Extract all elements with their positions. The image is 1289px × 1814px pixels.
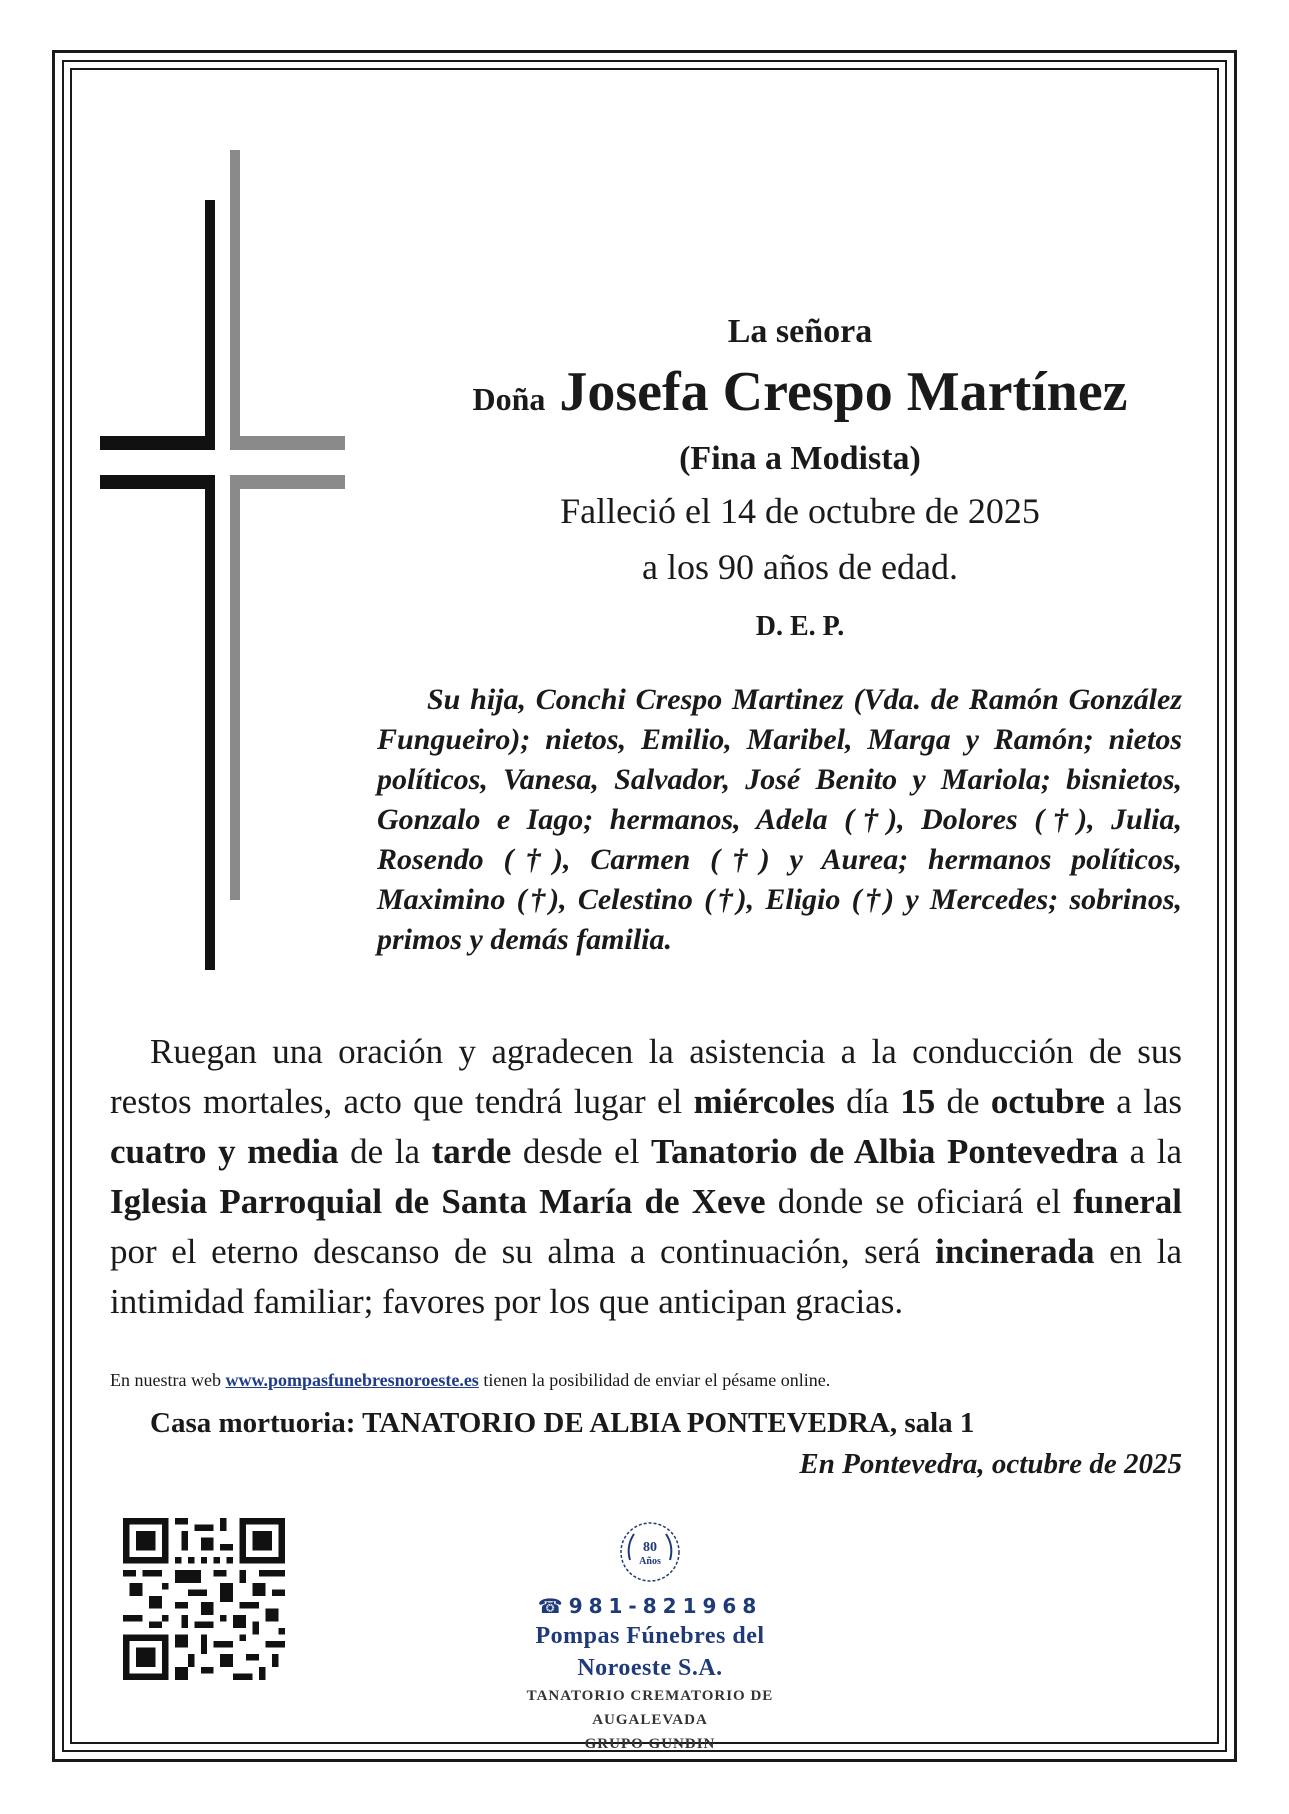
place-date: En Pontevedra, octubre de 2025 <box>799 1448 1182 1480</box>
deceased-name-line <box>400 356 1200 435</box>
phone-number: 981-821968 <box>568 1594 763 1618</box>
group-name: GRUPO GUNDIN <box>584 1736 716 1752</box>
website-link[interactable]: www.pompasfunebresnoroeste.es <box>225 1370 479 1390</box>
seal-word: Años <box>639 1556 661 1567</box>
ceremony-paragraph: Ruegan una oración y agradecen la asistencia a la conducción de sus restos mortales, acto que tendrá lugar el miércoles día 15 de octubre a las cuatro y media de la tarde desde el Tanatorio de Albia Pontevedra a la Iglesia Parroquial de Santa María de Xeve donde se oficiará el funeral por el eterno descanso de su alma a continuación, será incinerada en la intimidad familiar; favores por los que anticipan gracias. <box>110 1032 1183 1321</box>
family-paragraph: Su hija, Conchi Crespo Martinez (Vda. de Ramón González Fungueiro); nietos, Emilio, Maribel, Marga y Ramón; nietos políticos, Vanesa, Salvador, José Benito y Mariola; bisnietos, Gonzalo e Iago; hermanos, Adela (†), Dolores (†), Julia, Rosendo (†), Carmen (†) y Aurea; hermanos políticos, Maximino (†), Celestino (†), Eligio (†) y Mercedes; sobrinos, primos y demás familia. <box>377 683 1182 956</box>
obituary-header <box>400 308 1200 657</box>
title-line: La señora <box>727 313 873 350</box>
phone-line <box>500 1592 800 1620</box>
phone-icon: ☎ <box>537 1594 569 1618</box>
company-name: Pompas Fúnebres del Noroeste S.A. <box>535 1623 765 1681</box>
seal-number: 80 <box>643 1540 657 1555</box>
qr-code-icon[interactable] <box>123 1518 285 1680</box>
deceased-alias: (Fina a Modista) <box>679 440 921 477</box>
anniversary-seal-icon <box>618 1520 682 1584</box>
deceased-name: Josefa Crespo Martínez <box>559 361 1128 423</box>
death-date: Falleció el 14 de octubre de 2025 <box>560 491 1040 531</box>
age-line: a los 90 años de edad. <box>642 547 958 587</box>
tanatorio-name: TANATORIO CREMATORIO DE AUGALEVADA <box>526 1688 774 1728</box>
web-note: En nuestra web www.pompasfunebresnoroeste.es tienen la posibilidad de enviar el pésame online. <box>110 1370 831 1390</box>
dep-label: D. E. P. <box>755 611 845 642</box>
casa-mortuoria: Casa mortuoria: TANATORIO DE ALBIA PONTEVEDRA, sala 1 <box>150 1407 975 1439</box>
honorific: Doña <box>472 381 546 417</box>
company-logo-block <box>500 1520 800 1756</box>
